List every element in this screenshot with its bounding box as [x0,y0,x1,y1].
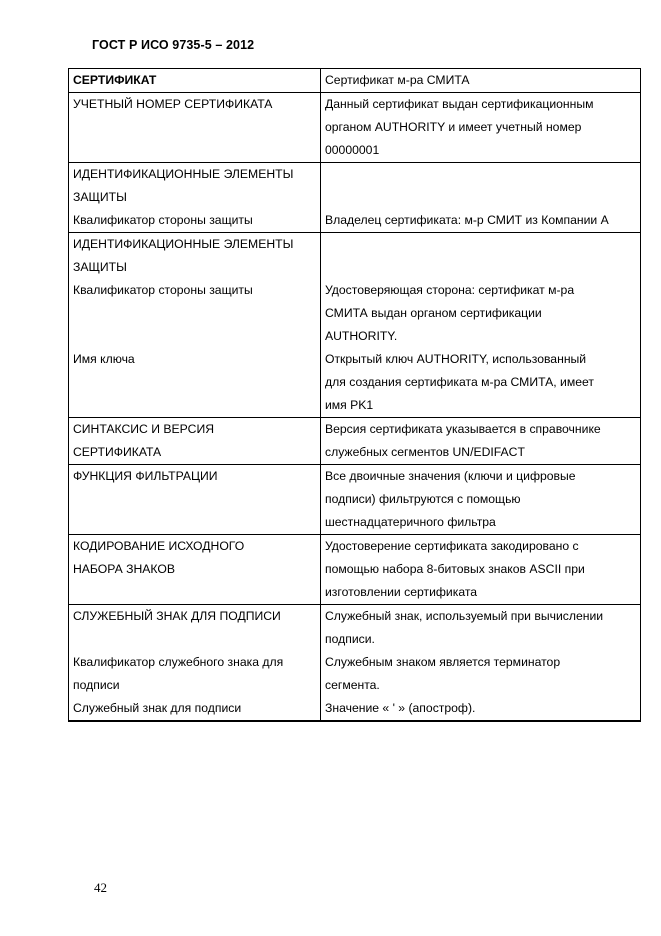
cell-text: СЕРТИФИКАТА [73,445,162,459]
cell-text: СИНТАКСИС И ВЕРСИЯ [73,422,215,436]
cell-text: Удостоверяющая сторона: сертификат м-ра [325,283,575,297]
cell-text: Квалификатор служебного знака для [73,655,284,669]
cell-text: Открытый ключ AUTHORITY, использованный [325,352,587,366]
cell-text: Служебный знак, используемый при вычислении [325,609,604,623]
table-cell [321,605,641,722]
table-row [69,69,641,93]
cell-text: ИДЕНТИФИКАЦИОННЫЕ ЭЛЕМЕНТЫ [73,237,294,251]
table-cell [69,535,321,605]
cell-text: подписи) фильтруются с помощью [325,492,521,506]
table-cell [69,233,321,418]
cell-text: ФУНКЦИЯ ФИЛЬТРАЦИИ [73,469,218,483]
table-row [69,465,641,535]
table-row [69,93,641,163]
table-cell [321,163,641,233]
document-code-header: ГОСТ Р ИСО 9735-5 – 2012 [92,38,255,52]
cell-text: Квалификатор стороны защиты [73,213,253,227]
cell-text: Сертификат м-ра СМИТА [325,73,470,87]
cell-text: Служебный знак для подписи [73,701,242,715]
table-cell [321,69,641,93]
table-cell [321,93,641,163]
cell-text: имя PK1 [325,398,374,412]
cell-text: Данный сертификат выдан сертификационным [325,97,594,111]
cell-text: Удостоверение сертификата закодировано с [325,539,579,553]
cell-text: органом AUTHORITY и имеет учетный номер [325,120,582,134]
cell-text: Значение « ' » (апостроф). [325,701,476,715]
cell-text: помощью набора 8-битовых знаков ASCII при [325,562,585,576]
table-row [69,233,641,418]
cell-text: изготовлении сертификата [325,585,478,599]
cell-text: Имя ключа [73,352,135,366]
table-row [69,418,641,465]
table-cell [321,418,641,465]
cell-text: СЛУЖЕБНЫЙ ЗНАК ДЛЯ ПОДПИСИ [73,609,281,623]
table-cell [69,69,321,93]
table-cell [69,93,321,163]
table-cell [321,233,641,418]
cell-text: служебных сегментов UN/EDIFACT [325,445,525,459]
cell-text: сегмента. [325,678,380,692]
table-cell [321,465,641,535]
table-row [69,605,641,722]
cell-text: Владелец сертификата: м-р СМИТ из Компании A [325,213,609,227]
table-cell [321,535,641,605]
cell-text: шестнадцатеричного фильтра [325,515,496,529]
cell-text: AUTHORITY. [325,329,398,343]
cell-text: 00000001 [325,143,380,157]
cell-text: СМИТА выдан органом сертификации [325,306,542,320]
cell-text: ЗАЩИТЫ [73,190,127,204]
table-cell [69,465,321,535]
certificate-table [68,68,641,722]
cell-text: для создания сертификата м-ра СМИТА, имеет [325,375,594,389]
page-number: 42 [94,880,107,895]
cell-text: подписи [73,678,120,692]
cell-text: подписи. [325,632,375,646]
cell-text: ИДЕНТИФИКАЦИОННЫЕ ЭЛЕМЕНТЫ [73,167,294,181]
cell-text: КОДИРОВАНИЕ ИСХОДНОГО [73,539,245,553]
table-row [69,163,641,233]
table-cell [69,163,321,233]
cell-text: Все двоичные значения (ключи и цифровые [325,469,576,483]
cell-text: УЧЕТНЫЙ НОМЕР СЕРТИФИКАТА [73,97,273,111]
cell-text: ЗАЩИТЫ [73,260,127,274]
cell-text: НАБОРА ЗНАКОВ [73,562,175,576]
table-row [69,535,641,605]
cell-text: СЕРТИФИКАТ [73,73,157,87]
table-cell [69,418,321,465]
cell-text: Служебным знаком является терминатор [325,655,561,669]
cell-text: Версия сертификата указывается в справочнике [325,422,601,436]
cell-text: Квалификатор стороны защиты [73,283,253,297]
table-cell [69,605,321,722]
